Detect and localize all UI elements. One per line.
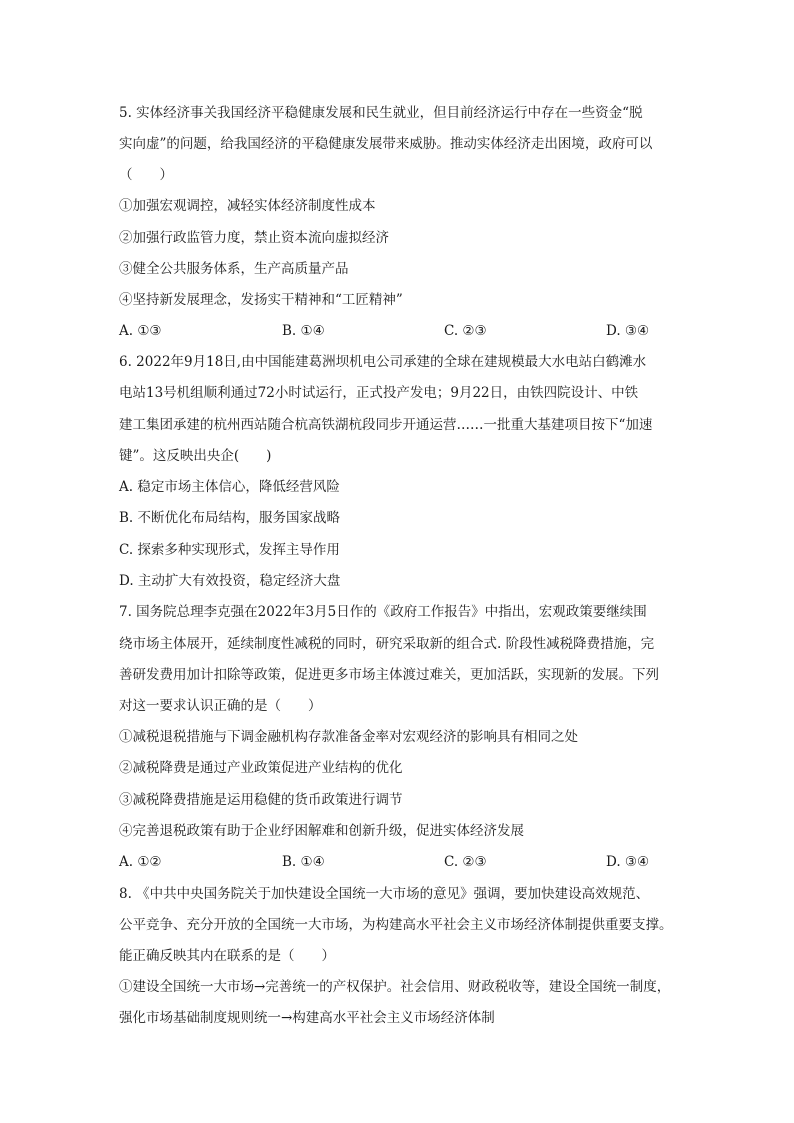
question-5-stem-line-1: 5. 实体经济事关我国经济平稳健康发展和民生就业，但目前经济运行中存在一些资金“脱 — [119, 105, 643, 121]
question-6-choice-c: C. 探索多种实现形式，发挥主导作用 — [119, 542, 340, 558]
question-6-stem-line-1: 6. 2022年9月18日,由中国能建葛洲坝机电公司承建的全球在建规模最大水电站白鹤滩水 — [119, 354, 647, 370]
question-5-choice-b: B. ①④ — [282, 323, 325, 339]
question-7-choice-d: D. ③④ — [606, 854, 650, 870]
question-5-choice-a: A. ①③ — [119, 323, 162, 339]
question-7-item-1: ①减税退税措施与下调金融机构存款准备金率对宏观经济的影响具有相同之处 — [119, 729, 578, 745]
question-7-choice-c: C. ②③ — [444, 854, 487, 870]
question-5-item-2: ②加强行政监管力度，禁止资本流向虚拟经济 — [119, 230, 389, 246]
question-7-item-4: ④完善退税政策有助于企业纾困解难和创新升级，促进实体经济发展 — [119, 823, 524, 839]
question-7-stem-line-3: 善研发费用加计扣除等政策，促进更多市场主体渡过难关，更加活跃，实现新的发展。下列 — [119, 667, 659, 683]
question-6-stem-line-3: 建工集团承建的杭州西站随合杭高铁湖杭段同步开通运营……一批重大基建项目按下“加速 — [119, 417, 653, 433]
question-7-item-2: ②减税降费是通过产业政策促进产业结构的优化 — [119, 760, 403, 776]
question-5-item-4: ④坚持新发展理念，发扬实干精神和“工匠精神” — [119, 292, 403, 308]
question-5-item-3: ③健全公共服务体系，生产高质量产品 — [119, 261, 349, 277]
question-7-choice-a: A. ①② — [119, 854, 162, 870]
question-6-choice-d: D. 主动扩大有效投资，稳定经济大盘 — [119, 573, 341, 589]
question-7-stem-line-4: 对这一要求认识正确的是（ ） — [119, 698, 322, 714]
question-8-item-1-line-2: 强化市场基础制度规则统一→构建高水平社会主义市场经济体制 — [119, 1010, 495, 1026]
question-5-stem-line-2: 实向虚”的问题，给我国经济的平稳健康发展带来威胁。推动实体经济走出困境，政府可以 — [119, 136, 653, 152]
question-7-stem-line-1: 7. 国务院总理李克强在2022年3月5日作的《政府工作报告》中指出，宏观政策要继续围 — [119, 604, 647, 620]
question-6-stem-line-4: 键”。这反映出央企( ) — [119, 448, 272, 464]
question-7-stem-line-2: 绕市场主体展开，延续制度性减税的同时，研究采取新的组合式. 阶段性减税降费措施，完 — [119, 636, 655, 652]
question-8-stem-line-2: 公平竞争、充分开放的全国统一大市场，为构建高水平社会主义市场经济体制提供重要支撑。 — [119, 917, 673, 933]
question-8-stem-line-3: 能正确反映其内在联系的是（ ） — [119, 948, 335, 964]
question-7-item-3: ③减税降费措施是运用稳健的货币政策进行调节 — [119, 792, 403, 808]
question-6-choice-b: B. 不断优化布局结构，服务国家战略 — [119, 510, 341, 526]
question-5-answer-blank: （ ） — [119, 167, 173, 183]
question-6-stem-line-2: 电站13号机组顺利通过72小时试运行，正式投产发电；9月22日，由铁四院设计、中铁 — [119, 385, 639, 401]
question-5-item-1: ①加强宏观调控，减轻实体经济制度性成本 — [119, 198, 376, 214]
question-7-choice-b: B. ①④ — [282, 854, 325, 870]
question-8-stem-line-1: 8. 《中共中央国务院关于加快建设全国统一大市场的意见》强调，要加快建设高效规范、 — [119, 886, 650, 902]
question-5-choice-d: D. ③④ — [606, 323, 650, 339]
question-6-choice-a: A. 稳定市场主体信心，降低经营风险 — [119, 479, 340, 495]
question-8-item-1-line-1: ①建设全国统一大市场→完善统一的产权保护。社会信用、财政税收等，建设全国统一制度， — [119, 979, 671, 995]
question-5-choice-c: C. ②③ — [444, 323, 487, 339]
